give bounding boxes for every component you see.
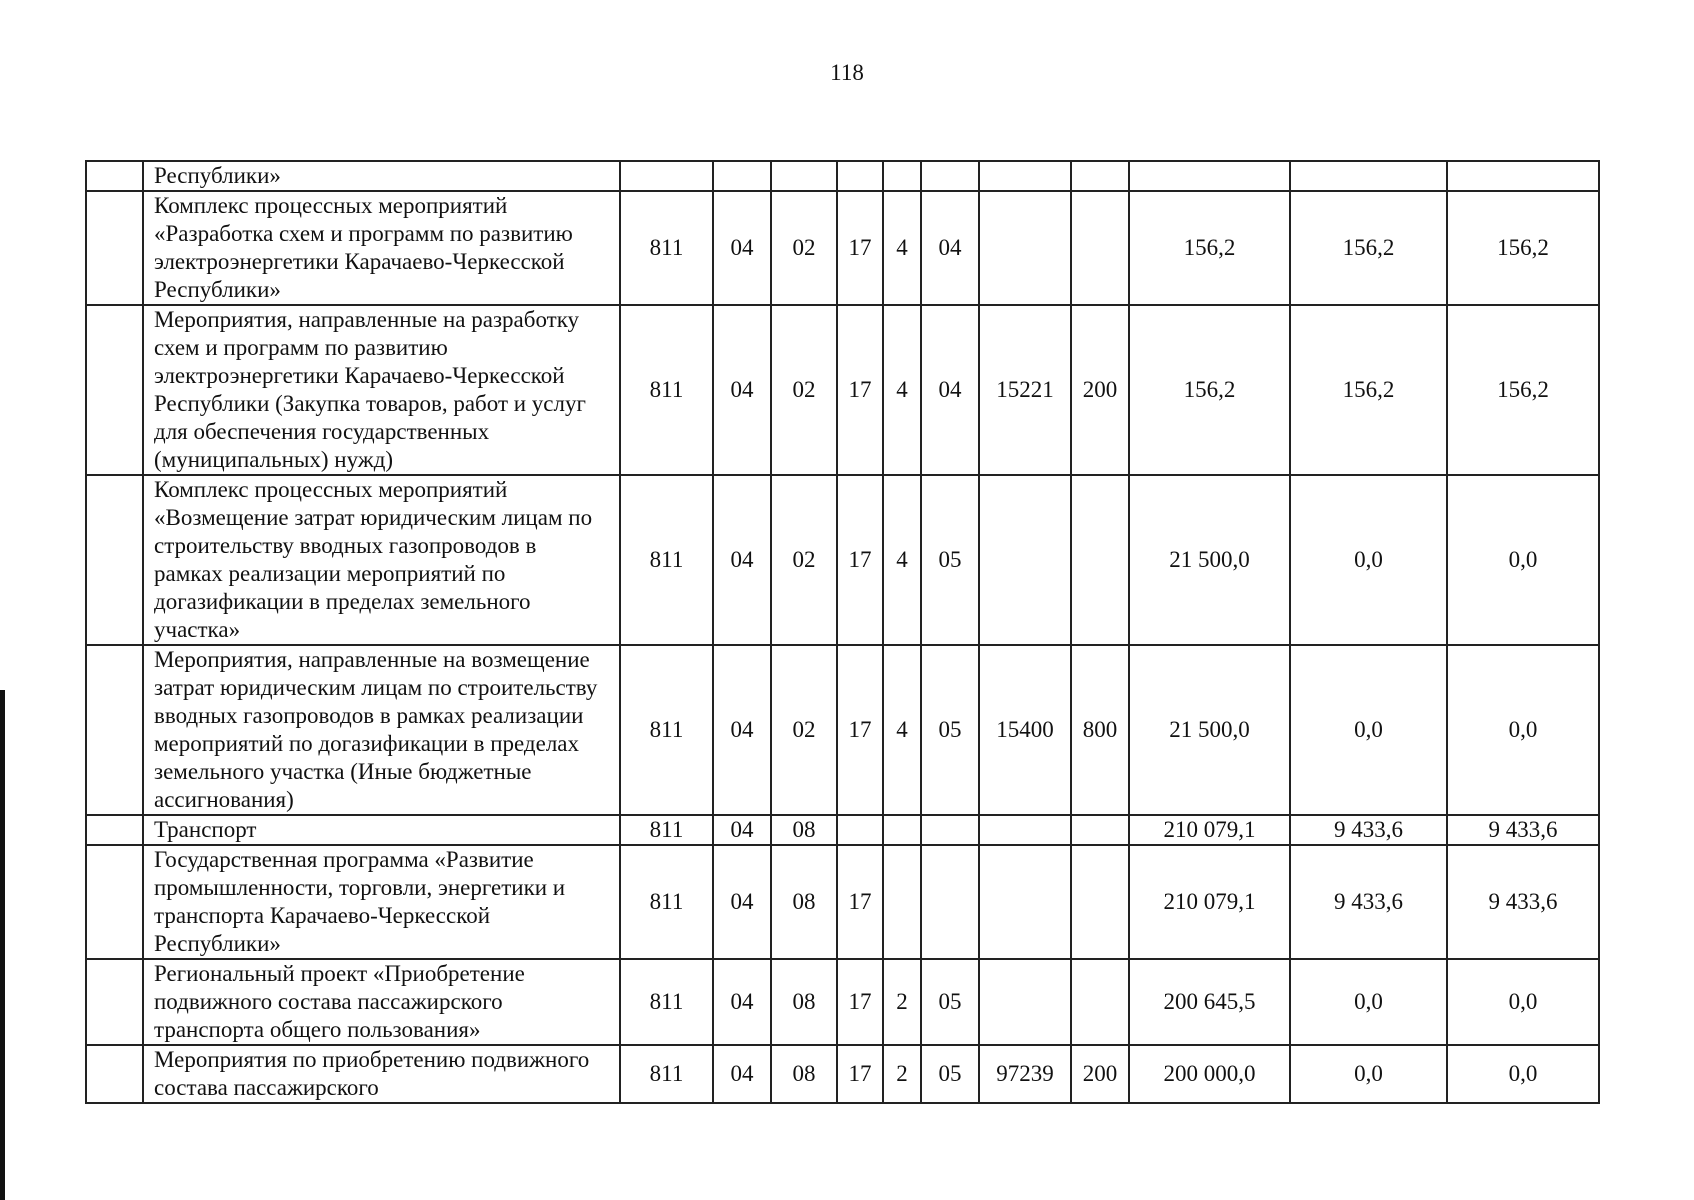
scan-edge-mark (0, 690, 5, 1200)
sum-year-2: 0,0 (1290, 645, 1447, 815)
code-direction (979, 161, 1071, 191)
row-number-cell (86, 815, 143, 845)
row-number-cell (86, 645, 143, 815)
code-program: 17 (837, 959, 883, 1045)
code-expense-type (1071, 845, 1129, 959)
sum-year-2: 156,2 (1290, 191, 1447, 305)
code-direction (979, 845, 1071, 959)
item-name: Комплекс процессных мероприятий «Разработка схем и программ по развитию электроэнергетики Карачаево-Черкесской Республики» (143, 191, 620, 305)
code-subprogram: 4 (883, 475, 921, 645)
code-glv: 811 (620, 845, 713, 959)
code-direction (979, 475, 1071, 645)
sum-year-3: 9 433,6 (1447, 815, 1599, 845)
code-subprogram (883, 845, 921, 959)
sum-year-2 (1290, 161, 1447, 191)
code-program (837, 161, 883, 191)
code-glv: 811 (620, 959, 713, 1045)
code-pr: 08 (771, 1045, 837, 1103)
row-number-cell (86, 161, 143, 191)
code-direction (979, 191, 1071, 305)
sum-year-2: 0,0 (1290, 1045, 1447, 1103)
row-number-cell (86, 845, 143, 959)
code-pr: 08 (771, 815, 837, 845)
table-row (86, 1045, 1599, 1103)
sum-year-3: 0,0 (1447, 1045, 1599, 1103)
code-pr: 02 (771, 475, 837, 645)
code-pr: 02 (771, 191, 837, 305)
item-name: Республики» (143, 161, 620, 191)
sum-year-2: 0,0 (1290, 475, 1447, 645)
code-rz (713, 161, 771, 191)
code-expense-type (1071, 815, 1129, 845)
code-program: 17 (837, 305, 883, 475)
table-row (86, 845, 1599, 959)
code-pr: 02 (771, 645, 837, 815)
code-rz: 04 (713, 815, 771, 845)
code-expense-type: 200 (1071, 305, 1129, 475)
row-number-cell (86, 305, 143, 475)
code-program: 17 (837, 191, 883, 305)
sum-year-1 (1129, 161, 1290, 191)
code-rz: 04 (713, 191, 771, 305)
item-name: Региональный проект «Приобретение подвижного состава пассажирского транспорта общего пользования» (143, 959, 620, 1045)
sum-year-3: 0,0 (1447, 645, 1599, 815)
item-name: Мероприятия по приобретению подвижного состава пассажирского (143, 1045, 620, 1103)
code-event (921, 845, 979, 959)
code-direction (979, 959, 1071, 1045)
budget-table (85, 160, 1598, 1104)
code-event: 04 (921, 191, 979, 305)
sum-year-1: 21 500,0 (1129, 475, 1290, 645)
code-program: 17 (837, 1045, 883, 1103)
row-number-cell (86, 475, 143, 645)
table-row (86, 959, 1599, 1045)
code-glv: 811 (620, 645, 713, 815)
code-direction: 15221 (979, 305, 1071, 475)
sum-year-1: 210 079,1 (1129, 845, 1290, 959)
sum-year-1: 156,2 (1129, 191, 1290, 305)
code-direction (979, 815, 1071, 845)
item-name: Мероприятия, направленные на возмещение затрат юридическим лицам по строительству вводных газопроводов в рамках реализации мероприятий по догазификации в пределах земельного участка (Иные бюджетные ассигнования) (143, 645, 620, 815)
item-name: Государственная программа «Развитие промышленности, торговли, энергетики и транспорта Карачаево-Черкесской Республики» (143, 845, 620, 959)
code-expense-type (1071, 959, 1129, 1045)
table-row (86, 645, 1599, 815)
code-expense-type (1071, 475, 1129, 645)
code-glv: 811 (620, 191, 713, 305)
code-subprogram: 4 (883, 191, 921, 305)
code-glv: 811 (620, 1045, 713, 1103)
code-pr: 02 (771, 305, 837, 475)
item-name: Комплекс процессных мероприятий «Возмещение затрат юридическим лицам по строительству вводных газопроводов в рамках реализации мероприятий по догазификации в пределах земельного участка» (143, 475, 620, 645)
sum-year-1: 210 079,1 (1129, 815, 1290, 845)
sum-year-3: 0,0 (1447, 959, 1599, 1045)
sum-year-3: 156,2 (1447, 191, 1599, 305)
code-direction: 97239 (979, 1045, 1071, 1103)
sum-year-1: 200 645,5 (1129, 959, 1290, 1045)
item-name: Транспорт (143, 815, 620, 845)
code-subprogram (883, 815, 921, 845)
table-row (86, 305, 1599, 475)
code-rz: 04 (713, 305, 771, 475)
sum-year-2: 9 433,6 (1290, 815, 1447, 845)
sum-year-3: 0,0 (1447, 475, 1599, 645)
row-number-cell (86, 1045, 143, 1103)
code-program: 17 (837, 645, 883, 815)
code-rz: 04 (713, 845, 771, 959)
code-expense-type: 800 (1071, 645, 1129, 815)
code-subprogram (883, 161, 921, 191)
code-event: 05 (921, 959, 979, 1045)
row-number-cell (86, 191, 143, 305)
code-expense-type (1071, 161, 1129, 191)
sum-year-1: 200 000,0 (1129, 1045, 1290, 1103)
code-program (837, 815, 883, 845)
table-row (86, 161, 1599, 191)
code-glv: 811 (620, 305, 713, 475)
code-subprogram: 2 (883, 959, 921, 1045)
sum-year-2: 9 433,6 (1290, 845, 1447, 959)
code-program: 17 (837, 845, 883, 959)
code-glv (620, 161, 713, 191)
table-row (86, 815, 1599, 845)
sum-year-1: 21 500,0 (1129, 645, 1290, 815)
sum-year-2: 156,2 (1290, 305, 1447, 475)
code-program: 17 (837, 475, 883, 645)
code-expense-type (1071, 191, 1129, 305)
code-event: 04 (921, 305, 979, 475)
code-pr: 08 (771, 845, 837, 959)
sum-year-3: 156,2 (1447, 305, 1599, 475)
code-event: 05 (921, 645, 979, 815)
code-rz: 04 (713, 959, 771, 1045)
row-number-cell (86, 959, 143, 1045)
sum-year-2: 0,0 (1290, 959, 1447, 1045)
code-pr (771, 161, 837, 191)
code-glv: 811 (620, 815, 713, 845)
code-event (921, 815, 979, 845)
table-row (86, 191, 1599, 305)
item-name: Мероприятия, направленные на разработку схем и программ по развитию электроэнергетики Карачаево-Черкесской Республики (Закупка товаров, работ и услуг для обеспечения государственных (муниципальных) нужд) (143, 305, 620, 475)
code-event: 05 (921, 1045, 979, 1103)
code-subprogram: 4 (883, 645, 921, 815)
code-event: 05 (921, 475, 979, 645)
code-rz: 04 (713, 645, 771, 815)
table-row (86, 475, 1599, 645)
code-rz: 04 (713, 1045, 771, 1103)
sum-year-3: 9 433,6 (1447, 845, 1599, 959)
code-glv: 811 (620, 475, 713, 645)
page-number: 118 (830, 60, 864, 85)
sum-year-3 (1447, 161, 1599, 191)
code-direction: 15400 (979, 645, 1071, 815)
code-subprogram: 2 (883, 1045, 921, 1103)
code-subprogram: 4 (883, 305, 921, 475)
code-event (921, 161, 979, 191)
sum-year-1: 156,2 (1129, 305, 1290, 475)
code-rz: 04 (713, 475, 771, 645)
code-pr: 08 (771, 959, 837, 1045)
code-expense-type: 200 (1071, 1045, 1129, 1103)
